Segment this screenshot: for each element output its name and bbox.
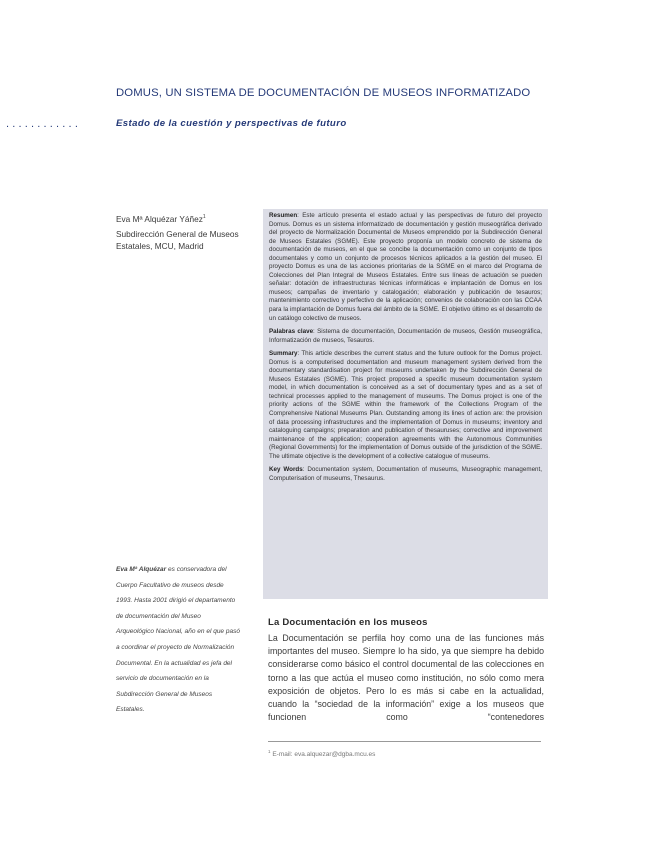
section-heading: La Documentación en los museos	[268, 617, 428, 628]
footnote-mark: 1	[268, 749, 271, 754]
abstract-box	[263, 209, 548, 599]
resumen-text: : Este artículo presenta el estado actual y las perspectivas de futuro del proyecto Domus. Domus es un sistema informatizado de documentación y gestión museográfica derivado del proyecto de Normalización Documental de Museos emprendido por la Subdirección General de Museos Estatales (SGME). Este proyecto proponía un modelo concreto de sistema de documentación de museos, en el que se concibe la documentación como un conjunto de tipos documentales y como un conjunto de procesos técnicos aplicados a la gestión del museo. El proyecto Domus es una de las acciones prioritarias de la SGME en el marco del Programa de Colecciones del Plan Integral de Museos Estatales. Entre sus líneas de actuación se pueden señalar: dotación de infraestructuras técnicas informáticas e implantación de Domus en los museos; campañas de inventario y catalogación; elaboración y publicación de tesauros; mantenimiento correctivo y perfectivo de la aplicación; convenios de colaboración con las CCAA para la implantación de Domus fuera del ámbito de la SGME. El objetivo último es el desarrollo de un catálogo colectivo de museos.	[269, 212, 542, 322]
footnote-email: E-mail: eva.alquezar@dgba.mcu.es	[270, 751, 376, 759]
author-footnote-mark: 1	[202, 214, 206, 220]
summary-text: : This article describes the current status and the future outlook for the Domus project. Domus is a computerised documentation and museum management system derived from the documentary standardisation project for museums undertaken by the Subdirección General de Museos Estatales (SGME). This project proposed a specific museum documentation system model, in which documentation is conceived as a set of documentary types and as a set of technical processes applied to the management of museums. The Domus project is one of the priority actions of the SGME within the framework of the Collections Program of the Comprehensive National Museums Plan. Outstanding among its lines of action are: the provision of data processing infrastructures and the implementation of Domus in museums; inventory and cataloguing campaigns; preparation and publication of thesauruses; corrective and improvement maintenance of the application; cooperation agreements with the Autonomous Communities (Regional Governments) for the implementation of Domus outside of the jurisdiction of the SGME. The ultimate objective is the development of a collective catalogue of museums.	[269, 350, 542, 460]
palabras-clave-paragraph	[269, 328, 542, 345]
article-title: DOMUS, UN SISTEMA DE DOCUMENTACIÓN DE MUSEOS INFORMATIZADO	[116, 87, 531, 99]
summary-label: Summary	[269, 350, 298, 358]
resumen-paragraph	[269, 212, 542, 323]
resumen-label: Resumen	[269, 212, 298, 219]
palabras-clave-label: Palabras clave	[269, 328, 314, 336]
footnote	[268, 749, 375, 758]
bio-name: Eva Mª Alquézar	[116, 566, 167, 573]
leader-dots: ............	[6, 118, 82, 130]
article-subtitle: Estado de la cuestión y perspectivas de futuro	[116, 118, 347, 129]
keywords-text: : Documentation system, Documentation of museums, Museographic management, Computerisation of museums, Thesaurus.	[269, 466, 542, 482]
keywords-paragraph	[269, 466, 542, 483]
summary-paragraph	[269, 350, 542, 461]
palabras-clave-text: : Sistema de documentación, Documentación de museos, Gestión museográfica, Informatización de museos, Tesauros.	[269, 328, 542, 344]
body-paragraph: La Documentación se perfila hoy como una de las funciones más importantes del museo. Siempre lo ha sido, ya que siempre ha debido considerarse como básico el control documental de las colecciones en torno a las que actúa el museo como institución, no sólo como mera exposición de objetos. Pero lo es más si cabe en la actualidad, cuando la “sociedad de la información” exige a los museos que funcionen como “contenedores	[268, 633, 544, 723]
author-name: Eva Mª Alquézar Yáñez$^1$	[116, 213, 206, 224]
author-bio	[116, 562, 240, 718]
bio-text: es conservadora del Cuerpo Facultativo de museos desde 1993. Hasta 2001 dirigió el departamento de documentación del Museo Arqueológico Nacional, año en el que pasó a coordinar el proyecto de Normalización Documental. En la actualidad es jefa del servicio de documentación en la Subdirección General de Museos Estatales.	[116, 566, 240, 714]
author-affiliation: Subdirección General de Museos Estatales, MCU, Madrid	[116, 229, 239, 251]
author-block	[116, 212, 256, 252]
keywords-label: Key Words	[269, 466, 303, 474]
footnote-divider	[268, 741, 541, 742]
